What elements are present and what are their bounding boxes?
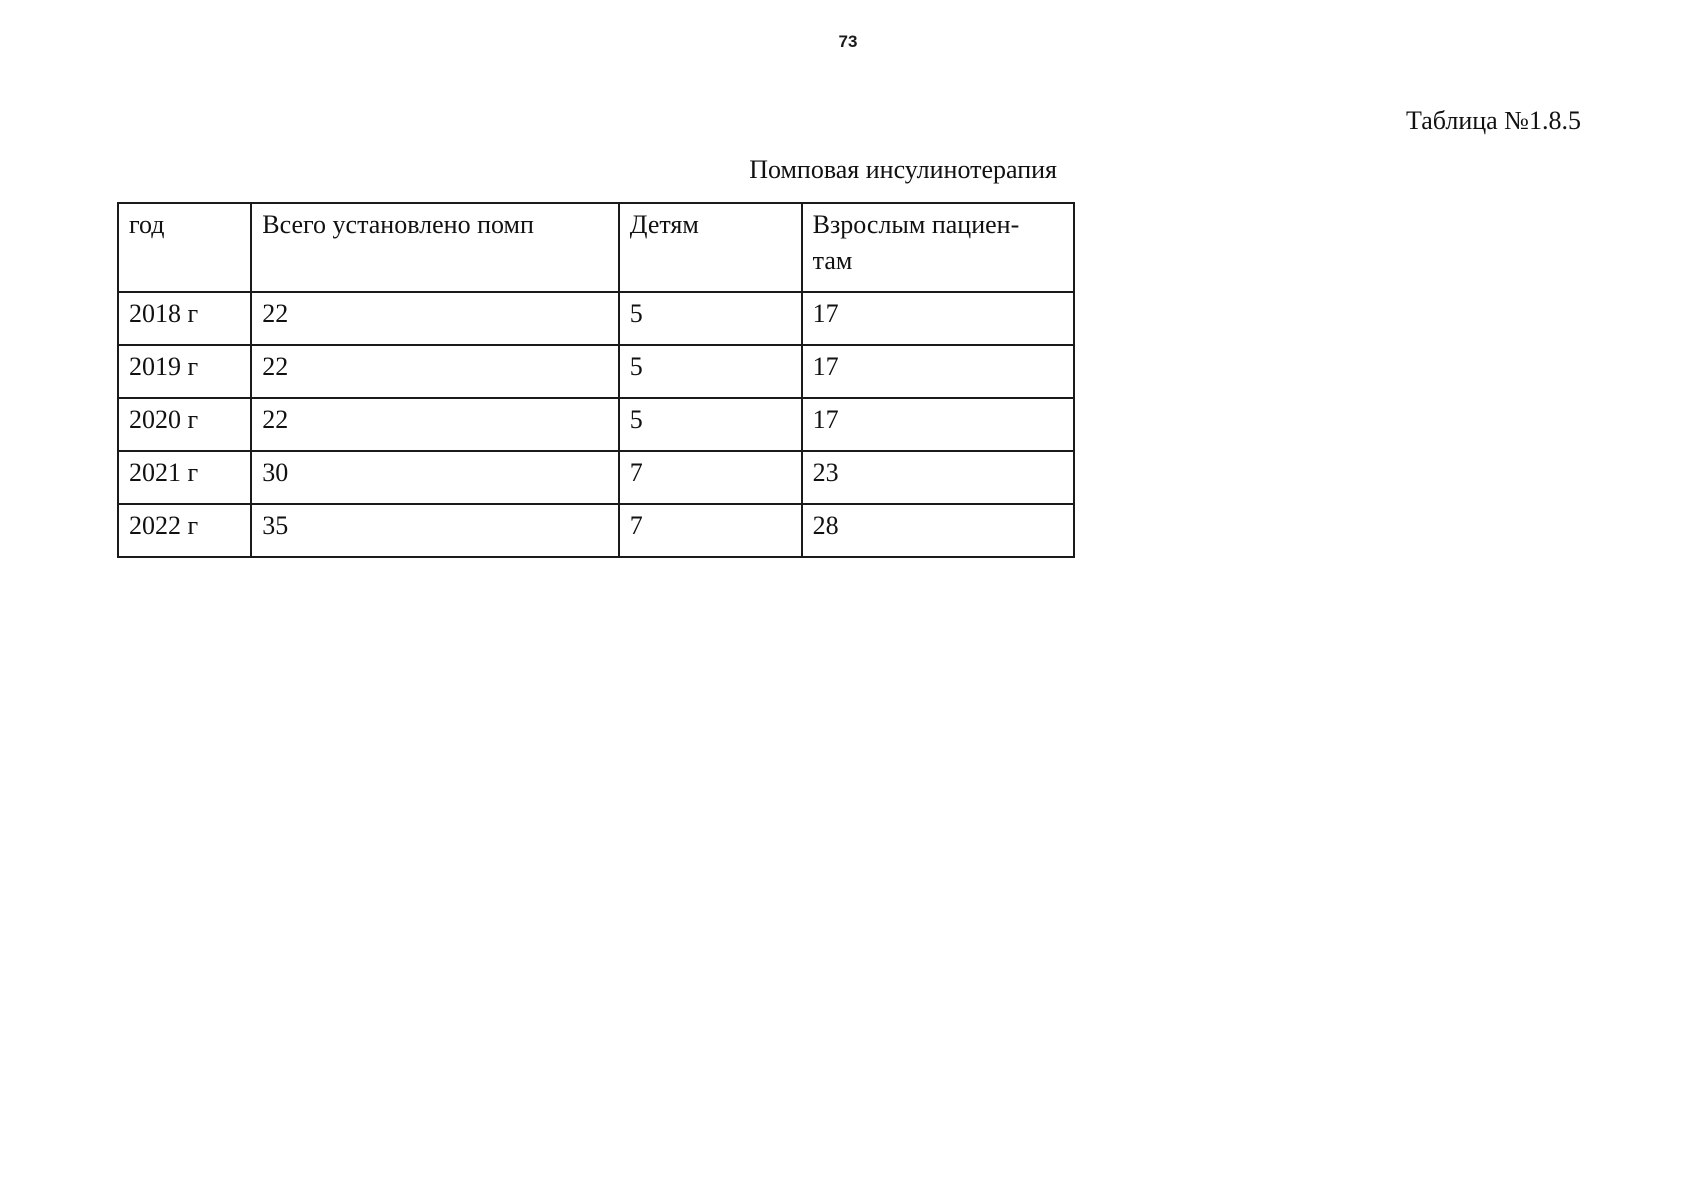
table-row — [118, 292, 1074, 345]
header-year: год — [118, 203, 251, 292]
cell-year: 2020 г — [118, 398, 251, 451]
cell-children: 5 — [619, 292, 802, 345]
cell-total-pumps: 22 — [251, 292, 618, 345]
cell-total-pumps: 22 — [251, 345, 618, 398]
header-adult-patients: Взрослым пациен- там — [802, 203, 1074, 292]
table-title: Помповая инсулинотерапия — [749, 155, 1057, 184]
cell-adult-patients: 23 — [802, 451, 1074, 504]
cell-year: 2022 г — [118, 504, 251, 557]
pump-therapy-table — [117, 202, 1075, 558]
table-row — [118, 451, 1074, 504]
cell-adult-patients: 17 — [802, 398, 1074, 451]
cell-children: 7 — [619, 451, 802, 504]
table-row — [118, 345, 1074, 398]
table-row — [118, 398, 1074, 451]
table-number: Таблица №1.8.5 — [1405, 106, 1581, 135]
cell-children: 5 — [619, 345, 802, 398]
header-children: Детям — [619, 203, 802, 292]
cell-total-pumps: 30 — [251, 451, 618, 504]
table-row — [118, 504, 1074, 557]
cell-children: 5 — [619, 398, 802, 451]
table-header — [118, 203, 1074, 292]
cell-total-pumps: 35 — [251, 504, 618, 557]
cell-adult-patients: 17 — [802, 292, 1074, 345]
cell-year: 2021 г — [118, 451, 251, 504]
cell-children: 7 — [619, 504, 802, 557]
cell-adult-patients: 28 — [802, 504, 1074, 557]
cell-year: 2018 г — [118, 292, 251, 345]
cell-total-pumps: 22 — [251, 398, 618, 451]
header-total-pumps: Всего установлено помп — [251, 203, 618, 292]
page-number: 73 — [838, 32, 858, 51]
cell-adult-patients: 17 — [802, 345, 1074, 398]
header-row — [118, 203, 1074, 292]
table-body — [118, 292, 1074, 557]
cell-year: 2019 г — [118, 345, 251, 398]
